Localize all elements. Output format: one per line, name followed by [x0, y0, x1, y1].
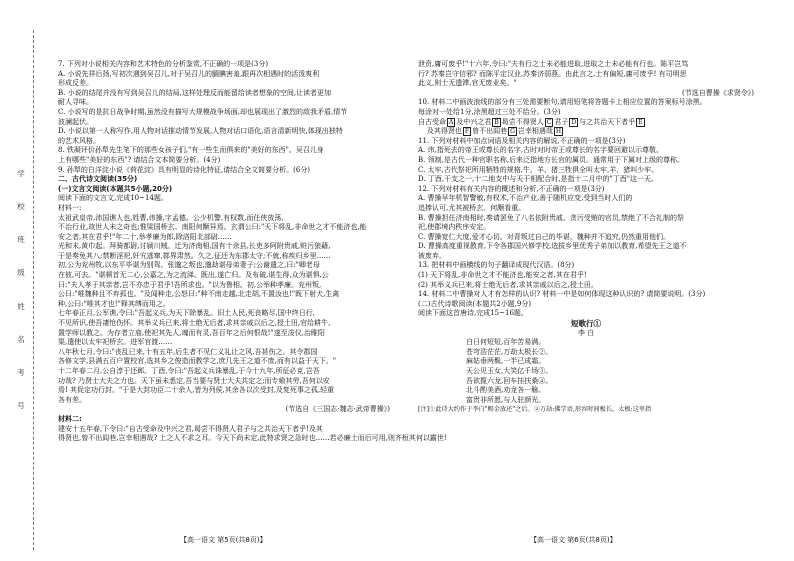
- text-line: 二、古代诗文阅读(35分): [58, 175, 138, 184]
- text-line: (2) 其举义兵已来,将士绝无后者,求其亲戚以后之,授土田。: [418, 280, 598, 289]
- binding-label: 考: [17, 367, 25, 377]
- text-line: B. 小说的结尾并没有写到吴召儿的结局,这样处理反而能留给读者想象的空间,让读者更加: [58, 88, 332, 97]
- text-line: 8. 铁凝评价孙犁先生笔下的那些女孩子们,"有一些生而俱来的"美好的东西"。吴召儿身: [58, 146, 324, 155]
- q10-answer-row: 自古受命 A 及中兴之君 B 曷尝不得贤人 C 君子 D 与之共治天下者乎 E: [418, 117, 643, 126]
- binding-label: 学: [17, 169, 25, 178]
- text-line: 行? 苏秦岂守信邪? 而陈平定汉业,苏秦济弱燕。由此言之,士有偏短,庸可废乎! 有司明思: [418, 69, 687, 78]
- text-line: 各修文学,县满五百户置校官,选其乡之俊造而教学之,庶几先王之道不废,而有以益于天下。": [58, 357, 337, 366]
- text-line: 每涂对一处给1分,涂黑超过三处不给分。(3分): [418, 107, 561, 116]
- text-line: 阅读下面这首唐诗,完成15~16题。: [418, 309, 528, 318]
- text-line: (二)古代诗歌阅读(本题共2小题,9分): [418, 299, 532, 308]
- text-line: 祀,使郡境内秩序安定。: [418, 223, 491, 232]
- text-line: 安之者,其在君乎!"年二十,举孝廉为郎,除洛阳北部尉……: [58, 232, 232, 241]
- page-footer-left: 【高一语文 第5页(共8页)】: [180, 536, 267, 544]
- binding-strip: [14, 170, 28, 410]
- text-line: A. 讳,指死去的帝王或尊长的名字,古时对时帝王或尊长的名字要回避以示尊敬。: [418, 146, 663, 155]
- text-line: 建安十五年春,下令曰:"自古受命及中兴之君,曷尝不得贤人君子与之共治天下者乎!及其: [58, 424, 323, 433]
- text-line: 形成反差。: [58, 79, 93, 88]
- q10-answer-row-2: 及其得贤也 F 曾不出闾巷 G 岂幸相遇哉 H: [426, 127, 562, 136]
- page-footer-right: 【高一语文 第6页(共8页)】: [530, 536, 617, 544]
- text-line: 十二年春二月,公自淳于还邺。丁酉,令曰:"吾起义兵诛暴乱,于今十九年,所征必克,岂吾: [58, 367, 320, 375]
- poem-author: 李 白: [577, 328, 595, 337]
- text-line: 耐人寻味。: [58, 98, 93, 107]
- poem-note: [注]①此诗大约作于李白"赐金放还"之后。②万劫:佛学语,形容时间极长。太极:这里指: [418, 406, 652, 414]
- binding-label: 号: [17, 400, 25, 410]
- text-line: A. 曹操早年机智警敏,有权术,不治产业,善于随机应变,受到当时人们的: [418, 194, 633, 203]
- text-line: 材料一:: [58, 203, 82, 212]
- text-line: 种,公曰:"唯其才也!"释其缚而用之。: [58, 299, 170, 308]
- mark-box[interactable]: H: [555, 128, 562, 136]
- text-line: 12. 下列对材料有关内容的概述和分析,不正确的一项是(3分): [418, 184, 605, 193]
- text-line: 富贵非所愿,与人驻颜光。: [466, 395, 546, 404]
- text-line: 天公见玉女,大笑亿千场③。: [466, 367, 553, 375]
- text-line: 麻姑垂两鬓,一半已成霜。: [466, 357, 546, 366]
- material-two-text: [58, 424, 447, 444]
- binding-label: 校: [17, 202, 25, 212]
- poem-body: [418, 338, 754, 405]
- text-line: C. 小说写的是抗日战争时期,虽然没有描写大规模战争场面,却也展现出了激烈的敌我矛盾,情节: [58, 107, 348, 116]
- source-citation: (节选自《三国志·魏志·武帝曹操》): [285, 405, 390, 414]
- text-line: 七年春正月,公军谯,令曰:"吾起义兵,为天下除暴乱。旧土人民,死丧略尽,国中终日行,: [58, 309, 315, 318]
- binding-label: 班: [17, 235, 25, 245]
- text-line: 苍穹浩茫茫,万劫太极长②。: [466, 347, 553, 356]
- source-citation: (节选自曹操《求贤令》): [682, 88, 754, 97]
- text-line: 的艺术风格。: [58, 136, 100, 145]
- text-line: (一)文言文阅读(本题共5小题,20分): [58, 184, 173, 193]
- text-line: 于是奏免其八;禁断淫祀,奸宄逃窜,郡界肃然。久之,征还为东郡太守;不就,称疾归乡里……: [58, 251, 331, 260]
- text-line: 波澜起伏。: [58, 117, 93, 126]
- binding-label: 级: [17, 268, 25, 278]
- text-line: 10. 材料二中画波浪线的部分有三处需要断句,请用铅笔将答题卡上相应位置的答案标号涂黑。: [418, 98, 707, 107]
- text-line: C. 曹操宽仁大度,爱才心切。对背叛过自己的毕谌、魏种并不追究,仍然重用他们。: [418, 232, 671, 241]
- binding-label: 姓: [17, 301, 25, 311]
- text-line: 光和末,黄巾起。拜骑都尉,讨颍川贼。迁为济南相,国有十余县,长吏多阿附贵戚,赃污狼藉,: [58, 242, 331, 251]
- right-text-block: [418, 60, 754, 89]
- text-line: A. 小说先祥后扬,写初次遇到吴召儿,对于吴召儿的腼腆害羞,跟再次相遇时的活泼爽利: [58, 69, 320, 78]
- mark-box[interactable]: G: [510, 128, 515, 136]
- mark-box[interactable]: D: [571, 118, 577, 126]
- text-line: 此义,则士无遗滞,官无废业矣。": [418, 79, 517, 88]
- mark-box[interactable]: F: [464, 128, 470, 136]
- text-line: B. 领制,是古代一种官职名称,后来泛指地方长官的属员。通常用于下属对上级的尊称。: [418, 155, 685, 164]
- text-line: 得贤也,曾不出闾巷,岂幸相遇哉? 上之人不求之耳。今天下尚未定,此特求贤之急时也……若必廉士而后可用,则齐桓其何以霸世!: [58, 434, 447, 443]
- text-line: 置学师以教之。为存者立庙,使祀其先人,魂而有灵,吾百年之后何恨哉!"遂至浚仪,治睢阳: [58, 328, 325, 337]
- text-line: D. 曹操高度重视教育,下令各郡国兴修学校,选拔乡里优秀子弟加以教育,希望先王之道不: [418, 242, 687, 251]
- text-line: 13. 把材料中画横线的句子翻译成现代汉语。(8分): [418, 261, 575, 270]
- text-line: 7. 下列对小说相关内容和艺术特色的分析鉴赏,不正确的一项是(3分): [58, 60, 269, 68]
- text-line: C. 太牢,古代祭祀所用牺牲的规格,牛、羊、猪三牲俱全叫太牢,羊、猪叫少牢。: [418, 165, 659, 174]
- text-line: 泄贲,庸可废乎!"十六年,令曰:"夫有行之士未必能进取,进取之士未必能有行也。陈平岂笃: [418, 60, 689, 68]
- text-line: 11. 下列对材料中加点词语及相关内容的解说,不正确的一项是(3分): [418, 136, 626, 145]
- binding-label: 名: [17, 334, 25, 344]
- text-line: 在彼,可去。"谌顿首无二心,公嘉之,为之流涕。既出,遂亡归。及布破,谌生得,众为谌惧,公: [58, 271, 329, 280]
- text-line: 上有哪些"美好的东西"? 请结合文本简要分析。(4分): [58, 155, 221, 164]
- text-line: D. 小说以第一人称写作,用人物对话推动情节发展,人物对话口语化,语言清新明快,体现出独特: [58, 127, 343, 136]
- questions-11-16: [418, 137, 754, 319]
- text-line: 北斗酌美酒,劝龙各一觞。: [466, 386, 546, 395]
- text-line: 阅读下面的文言文,完成10~14题。: [58, 194, 168, 203]
- text-line: 焉! 其促定功行封。"于是大封功臣二十余人,皆为列侯,其余各以次受封,及复死事之孤,轻重: [58, 386, 335, 395]
- text-line: 不见所识,使吾凄怆伤怀。其举义兵已来,将士绝无后者,求其亲戚以后之,授土田,官给耕牛,: [58, 319, 331, 328]
- text-line: 太祖武皇帝,沛国谯人也,姓曹,讳操,字孟德。公少机警,有权数,而任侠放荡,: [58, 213, 284, 222]
- text-line: 吾欲揽六龙,回车挂扶桑④。: [466, 376, 553, 385]
- text-line: 公曰:"唯魏种且不弃孤也。"及闻种走,公怒曰:"种不南走越,北走胡,不置汝也!"既下射犬,生禽: [58, 290, 340, 299]
- left-text-block: [58, 60, 390, 405]
- text-line: 渠,遣使以太牢祀桥玄。进军官渡……: [58, 338, 173, 347]
- text-line: 9. 孙犁的白洋淀小说《荷花淀》具有明显的诗化特征,请结合全文简要分析。(6分): [58, 165, 311, 174]
- page-right: [418, 60, 754, 415]
- binding-line: [33, 30, 34, 550]
- text-line: 14. 材料二中曹操对人才有怎样的认识? 材料一中是如何体现这种认识的? 请简要说明。(3分): [418, 290, 706, 299]
- text-line: 各有差。: [58, 395, 86, 404]
- poem-title: 短歌行①: [571, 319, 601, 329]
- mark-box[interactable]: B: [494, 118, 499, 126]
- text-line: (1) 天下将乱,非命世之才不能济也,能安之者,其在君乎!: [418, 271, 587, 280]
- mark-box[interactable]: E: [638, 118, 643, 126]
- text-line: 白日何短短,百年苦易满。: [466, 338, 546, 347]
- text-line: 功哉? 乃贤士大夫之力也。天下虽未悉定,吾当要与贤士大夫共定之;而专飨其劳,吾何以安: [58, 376, 330, 385]
- text-line: D. 丁酉,干支之一,十二地支中与天干相配合时,是指十二月中的"丁酉"这一天。: [418, 175, 658, 184]
- text-line: 初,公为兖州牧,以东平毕谌为别驾。张邈之叛也,邈劫谌母弟妻子;公谢遣之,曰:"卿老母: [58, 261, 320, 270]
- question-10: [418, 98, 754, 117]
- text-line: 曰:"夫人孝于其亲者,岂不亦忠于君乎!吾所求也。"以为鲁相。初,公举种孝廉。兖州叛,: [58, 280, 322, 289]
- mark-box[interactable]: C: [546, 118, 552, 126]
- text-line: 八年秋七月,令曰:"丧乱已来,十有五年,后生者不见仁义礼让之风,吾甚伤之。其令郡国: [58, 347, 318, 356]
- mark-box[interactable]: A: [449, 118, 454, 126]
- text-line: 被废弃。: [418, 251, 446, 260]
- text-line: B. 曹操担任济南相时,奏请罢免了八名依附贵戚、贪污受贿的官员,禁绝了不合礼制的祭: [418, 213, 685, 222]
- text-line: 追捧认可,尤其被桥玄、何颙看重。: [418, 203, 526, 212]
- material-two-label: 材料二:: [58, 414, 82, 423]
- text-line: 不治行业,故世人未之奇也;惟梁国桥玄、南阳何颙异焉。玄谓公曰:"天下将乱,非命世之才不能济也,能: [58, 223, 367, 232]
